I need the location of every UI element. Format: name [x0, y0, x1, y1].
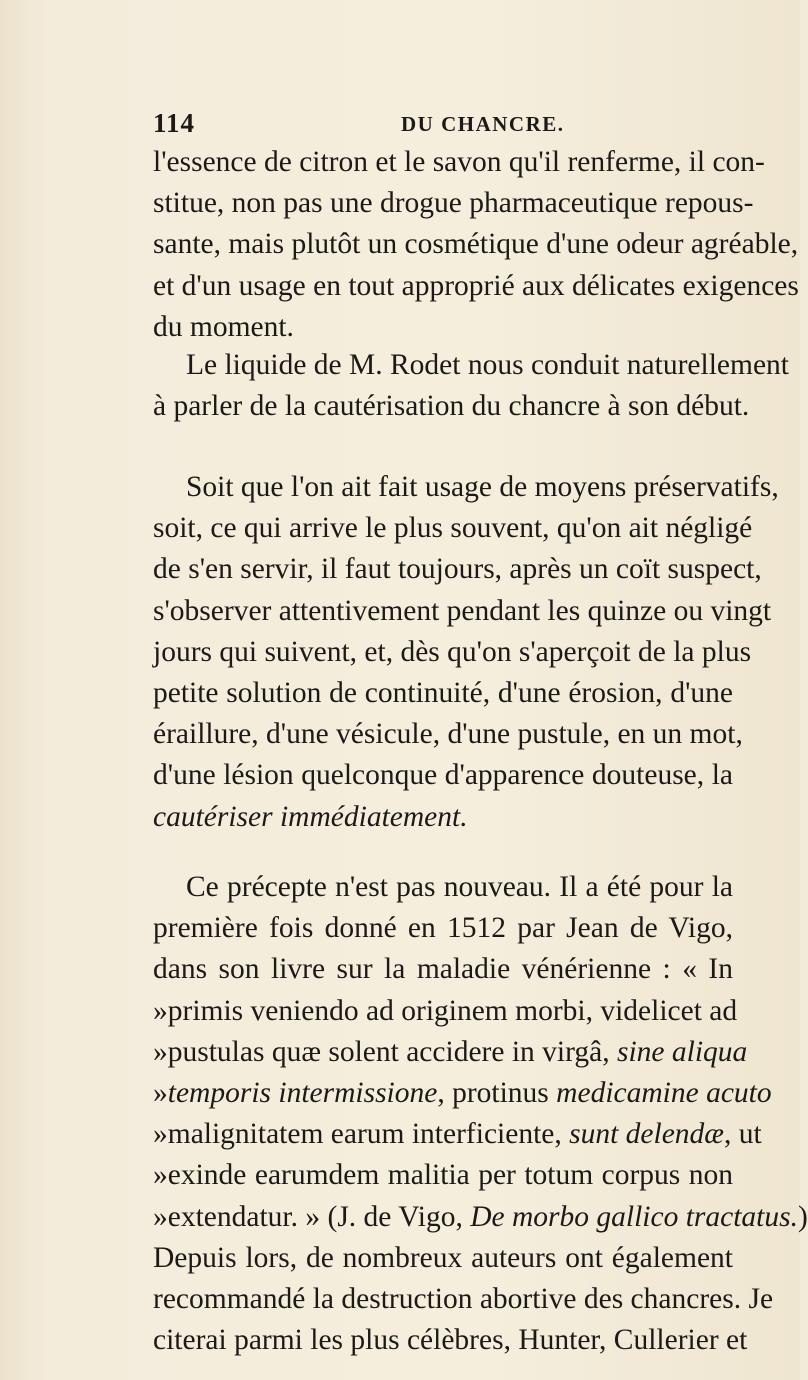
text-line [153, 1032, 748, 1073]
paragraph-1 [153, 142, 799, 348]
italic-text: temporis intermissione [167, 1076, 438, 1109]
text-line [153, 797, 733, 838]
text-line: du moment. [153, 310, 294, 343]
text-line: stitue, non pas une drogue pharmaceutique repous- [153, 187, 754, 220]
text-segment: exinde earumdem malitia per totum corpus non [167, 1159, 733, 1192]
text-line [153, 1197, 808, 1238]
italic-text: sunt delendæ [569, 1118, 724, 1151]
text-line: dans son livre sur la maladie vénérienne : « In [153, 953, 733, 986]
text-line: Ce précepte n'est pas nouveau. Il a été pour la [186, 871, 733, 903]
text-line: Le liquide de M. Rodet nous conduit naturellement [186, 349, 789, 381]
text-line: et d'un usage en tout approprié aux délicates exigences [153, 269, 799, 302]
text-line: soit, ce qui arrive le plus souvent, qu'on ait négligé [153, 512, 753, 545]
text-segment: »pustulas quæ solent accidere in virgâ, [153, 1035, 617, 1068]
text-segment: , protinus [437, 1076, 557, 1109]
text-line: l'essence de citron et le savon qu'il renferme, il con- [153, 146, 765, 178]
paragraph-3 [153, 467, 779, 838]
text-line [153, 1114, 762, 1155]
page-number: 114 [153, 108, 196, 138]
text-line: »primis veniendo ad originem morbi, videlicet ad [153, 994, 738, 1027]
text-line: sante, mais plutôt un cosmétique d'une odeur agréable, [153, 228, 799, 261]
text-segment: » [153, 1159, 168, 1192]
text-line: de s'en servir, il faut toujours, après un coït suspect, [153, 553, 762, 586]
italic-text: sine aliqua [616, 1035, 748, 1068]
text-line [153, 1073, 772, 1114]
text-segment: , ut [724, 1118, 762, 1151]
text-line: petite solution de continuité, d'une érosion, d'une [153, 676, 733, 709]
text-segment: extendatur. » (J. de Vigo, [167, 1200, 471, 1233]
paragraph-4 [153, 867, 808, 1361]
text-segment: » [153, 1200, 168, 1233]
page-header [153, 108, 733, 144]
text-line: Soit que l'on ait fait usage de moyens préservatifs, [186, 471, 779, 503]
italic-text: medicamine acuto [556, 1076, 772, 1109]
paragraph-2 [153, 345, 789, 427]
text-line: citerai parmi les plus célèbres, Hunter, Cullerier et [153, 1324, 748, 1357]
text-line: jours qui suivent, et, dès qu'on s'aperçoit de la plus [153, 635, 752, 668]
italic-text: cautériser immédiatement. [153, 800, 468, 833]
text-segment: malignitatem earum interficiente, [167, 1118, 570, 1151]
text-line: à parler de la cautérisation du chancre à son début. [153, 390, 750, 423]
text-segment: ) [797, 1200, 808, 1233]
text-line: première fois donné en 1512 par Jean de Vigo, [153, 912, 733, 945]
running-title: DU CHANCRE. [401, 112, 565, 136]
text-line: éraillure, d'une vésicule, d'une pustule, en un mot, [153, 718, 743, 751]
text-line: s'observer attentivement pendant les quinze ou vingt [153, 594, 772, 627]
text-line: d'une lésion quelconque d'apparence douteuse, la [153, 759, 733, 792]
text-line: recommandé la destruction abortive des chancres. Je [153, 1282, 774, 1315]
italic-text: De morbo gallico tractatus. [470, 1200, 798, 1233]
text-line [153, 1155, 733, 1196]
text-segment: » [153, 1076, 168, 1109]
text-segment: » [153, 1118, 168, 1151]
text-line: Depuis lors, de nombreux auteurs ont également [153, 1241, 733, 1274]
